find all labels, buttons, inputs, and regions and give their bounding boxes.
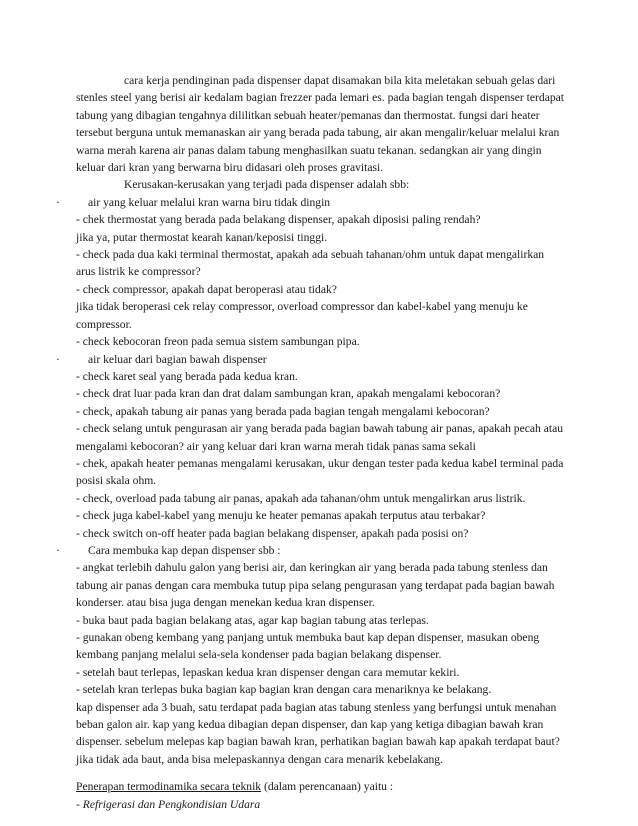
list-item: - check pada dua kaki terminal thermostat, apakah ada sebuah tahanan/ohm untuk dapat mengalirkan arus listrik ke compressor?: [76, 248, 545, 279]
refrigeration-item: - Refrigerasi dan Pengkondisian Udara: [76, 797, 261, 811]
list-item: - check drat luar pada kran dan drat dalam sambungan kran, apakah mengalami kebocoran?: [76, 387, 501, 401]
section-heading-text: Cara membuka kap depan dispenser sbb :: [88, 543, 281, 557]
section1-list: [76, 211, 566, 350]
section3-list: [76, 559, 566, 768]
damage-intro: Kerusakan-kerusakan yang terjadi pada dispenser adalah sbb:: [124, 178, 410, 192]
list-item: - gunakan obeng kembang yang panjang untuk membuka baut kap depan dispenser, masukan obeng kembang panjang melalui sela-sela kondenser pada bagian belakang dispenser.: [76, 631, 540, 662]
bullet-icon: ·: [56, 352, 60, 366]
list-item: - setelah baut terlepas, lepaskan kedua kran dispenser dengan cara memutar kekiri.: [76, 665, 460, 679]
list-item: - check selang untuk pengurasan air yang berada pada bagian bawah tabung air panas, apakah pecah atau mengalami kebocoran? air yang keluar dari kran warna merah tidak panas sama sekali: [76, 422, 564, 453]
bullet-icon: ·: [56, 195, 60, 209]
list-item: - setelah kran terlepas buka bagian kap bagian kran dengan cara menariknya ke belakang.: [76, 683, 492, 697]
list-item: - chek, apakah heater pemanas mengalami kerusakan, ukur dengan tester pada kedua kabel terminal pada posisi skala ohm.: [76, 456, 564, 488]
list-item: jika tidak beroperasi cek relay compressor, overload compressor dan kabel-kabel yang menuju ke compressor.: [76, 300, 528, 331]
intro-paragraph: cara kerja pendinginan pada dispenser dapat disamakan bila kita meletakan sebuah gelas dari stenles steel yang berisi air kedalam bagian frezzer pada lemari es. pada bagian tengah dispenser terdapat tabung yang dibagian tengahnya dililitkan sebuah heater/pemanas dan thermostat. fungsi dari heater tersebut berguna untuk memanaskan air yang berada pada tabung, air akan mengalir/keluar melalui kran warna merah karena air panas dalam tabung menghasilkan suatu tekanan. sedangkan air yang dingin keluar dari kran yang berwarna biru didasari oleh proses gravitasi.: [76, 74, 565, 175]
list-item: - chek thermostat yang berada pada belakang dispenser, apakah diposisi paling rendah?: [76, 213, 481, 227]
section-heading-text: air keluar dari bagian bawah dispenser: [88, 352, 267, 366]
list-item: - check, overload pada tabung air panas, apakah ada tahanan/ohm untuk mengalirkan arus listrik.: [76, 491, 526, 505]
list-item: - check compressor, apakah dapat beroperasi atau tidak?: [76, 282, 337, 296]
section-heading-open-cover: [56, 542, 566, 559]
section-heading-blue-tap: [56, 194, 566, 211]
heading-suffix: (dalam perencanaan) yaitu :: [261, 780, 394, 794]
section-heading-leak: [56, 351, 566, 368]
list-item: - check juga kabel-kabel yang menuju ke heater pemanas apakah terputus atau terbakar?: [76, 509, 486, 523]
list-item: kap dispenser ada 3 buah, satu terdapat pada bagian atas tabung stenless yang berfungsi untuk menahan beban galon air. kap yang kedua dibagian depan dispenser, dan kap yang ketiga dibagian bawah kran dispenser. sebelum melepas kap bagian bawah kran, perhatikan bagian bawah kap apakah terdapat baut? jika tidak ada baut, anda bisa melepaskannya dengan cara menarik kebelakang.: [76, 700, 560, 766]
bullet-icon: ·: [56, 543, 60, 557]
list-item: - angkat terlebih dahulu galon yang berisi air, dan keringkan air yang berada pada tabung stenless dan tabung air panas dengan cara membuka tutup pipa selang pengurasan yang terdapat pada bagian bawah konderser. atau bisa juga dengan menekan kedua kran dispenser.: [76, 561, 555, 610]
list-item: - check switch on-off heater pada bagian belakang dispenser, apakah pada posisi on?: [76, 526, 469, 540]
spacer: [76, 768, 566, 778]
document-body: [56, 72, 566, 813]
underlined-heading: Penerapan termodinamika secara teknik: [76, 780, 262, 794]
list-item: - check kebocoran freon pada semua sistem sambungan pipa.: [76, 335, 360, 349]
section2-list: [76, 368, 566, 542]
section-heading-text: air yang keluar melalui kran warna biru tidak dingin: [88, 195, 331, 209]
list-item: jika ya, putar thermostat kearah kanan/keposisi tinggi.: [76, 230, 328, 244]
list-item: - buka baut pada bagian belakang atas, agar kap bagian tabung atas terlepas.: [76, 613, 429, 627]
thermo-application-line: [76, 778, 566, 795]
list-item: - check karet seal yang berada pada kedua kran.: [76, 369, 298, 383]
list-item: - check, apakah tabung air panas yang berada pada bagian tengah mengalami kebocoran?: [76, 404, 490, 418]
